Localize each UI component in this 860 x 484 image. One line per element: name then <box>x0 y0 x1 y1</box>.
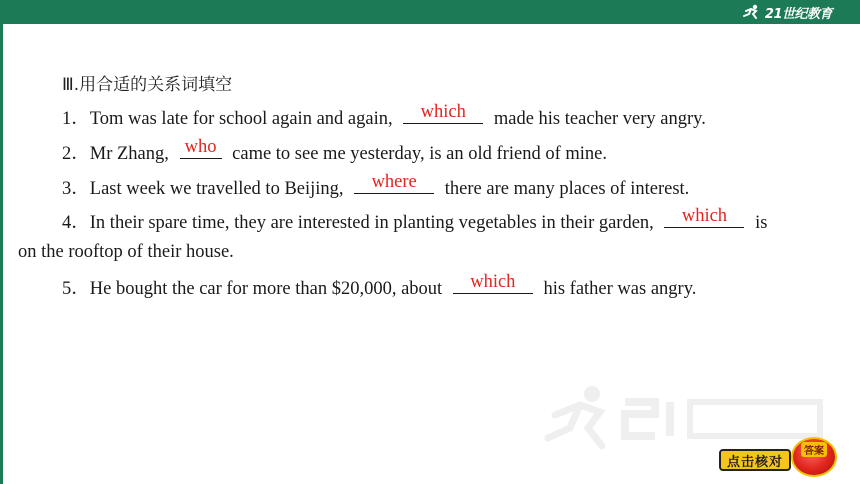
question-text: is <box>755 213 768 233</box>
answer-button-label: 答案 <box>801 442 827 457</box>
header-bar <box>0 0 860 24</box>
question-text: his father was angry. <box>543 279 697 299</box>
answer-text: which <box>681 205 728 226</box>
question-number: 5． <box>62 279 90 299</box>
section-title: Ⅲ.用合适的关系词填空 <box>62 75 233 95</box>
question-1 <box>62 101 706 130</box>
question-2 <box>62 136 607 165</box>
question-text: Last week we travelled to Beijing, <box>89 179 344 199</box>
answer-text: where <box>371 171 417 192</box>
check-answer-button[interactable]: 点击核对 <box>719 449 791 471</box>
question-text: came to see me yesterday, is an old friend of mine. <box>232 144 607 164</box>
question-text: Tom was late for school again and again, <box>89 109 393 129</box>
answer-blank <box>403 101 483 124</box>
logo-text: 21世纪教育 <box>764 6 832 22</box>
runner-logo-icon <box>742 4 762 20</box>
answer-text: which <box>470 271 516 292</box>
answer-blank <box>453 271 533 294</box>
answer-blank <box>354 171 434 194</box>
question-text: He bought the car for more than $20,000, about <box>89 279 443 299</box>
answer-text: who <box>184 136 217 157</box>
question-4-continuation: on the rooftop of their house. <box>18 242 234 262</box>
answer-blank <box>664 205 744 228</box>
question-text: Mr Zhang, <box>89 144 169 164</box>
question-text: made his teacher very angry. <box>493 109 706 129</box>
question-number: 2． <box>62 144 90 164</box>
question-3 <box>62 171 690 200</box>
answer-blank <box>180 136 222 159</box>
question-number: 1． <box>62 109 90 129</box>
question-number: 3． <box>62 179 90 199</box>
left-border <box>0 24 3 484</box>
question-4 <box>62 205 768 234</box>
question-number: 4． <box>62 213 90 233</box>
question-text: there are many places of interest. <box>444 179 690 199</box>
question-5 <box>62 271 697 300</box>
answer-text: which <box>420 101 466 122</box>
question-text: In their spare time, they are interested in planting vegetables in their garden, <box>89 213 654 233</box>
answer-button[interactable] <box>791 437 837 477</box>
logo <box>742 3 832 21</box>
